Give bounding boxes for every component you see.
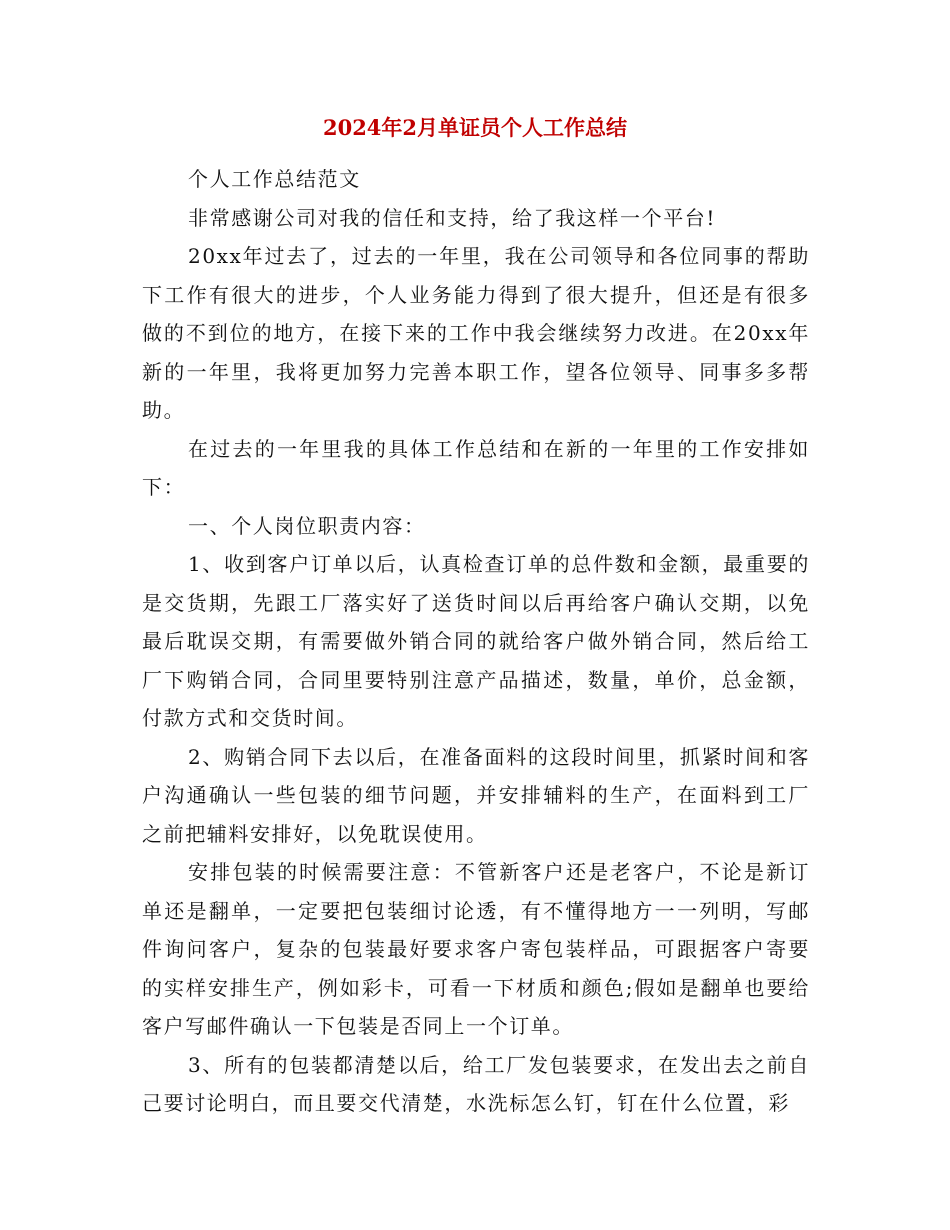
document-title: 2024年2月单证员个人工作总结	[322, 115, 628, 140]
paragraph-item-1: 1、收到客户订单以后，认真检查订单的总件数和金额，最重要的是交货期，先跟工厂落实好了送货时间以后再给客户确认交期，以免最后耽误交期，有需要做外销合同的就给客户做外销合同，然后给工厂下购销合同，合同里要特别注意产品描述，数量，单价，总金额，付款方式和交货时间。	[142, 552, 810, 730]
paragraph-heading: 个人工作总结范文	[188, 167, 361, 191]
paragraph-item-2: 2、购销合同下去以后，在准备面料的这段时间里，抓紧时间和客户沟通确认一些包装的细节问题，并安排辅料的生产，在面料到工厂之前把辅料安排好，以免耽误使用。	[142, 744, 810, 846]
section-heading-duties: 一、个人岗位职责内容：	[188, 513, 426, 538]
paragraph-summary-lead: 在过去的一年里我的具体工作总结和在新的一年里的工作安排如下：	[142, 436, 810, 499]
paragraph-packaging-notes: 安排包装的时候需要注意：不管新客户还是老客户，不论是新订单还是翻单，一定要把包装细讨论透，有不懂得地方一一列明，写邮件询问客户，复杂的包装最好要求客户寄包装样品，可跟据客户寄要的实样安排生产，例如彩卡，可看一下材质和颜色;假如是翻单也要给客户写邮件确认一下包装是否同上一个订单。	[142, 860, 810, 1038]
paragraph-item-3: 3、所有的包装都清楚以后，给工厂发包装要求，在发出去之前自己要讨论明白，而且要交代清楚，水洗标怎么钉，钉在什么位置，彩	[142, 1052, 810, 1115]
paragraph-thanks: 非常感谢公司对我的信任和支持，给了我这样一个平台!	[188, 205, 717, 230]
paragraph-intro: 20xx年过去了，过去的一年里，我在公司领导和各位同事的帮助下工作有很大的进步，个人业务能力得到了很大提升，但还是有很多做的不到位的地方，在接下来的工作中我会继续努力改进。在20xx年新的一年里，我将更加努力完善本职工作，望各位领导、同事多多帮助。	[142, 244, 810, 422]
document-body	[142, 160, 810, 1123]
